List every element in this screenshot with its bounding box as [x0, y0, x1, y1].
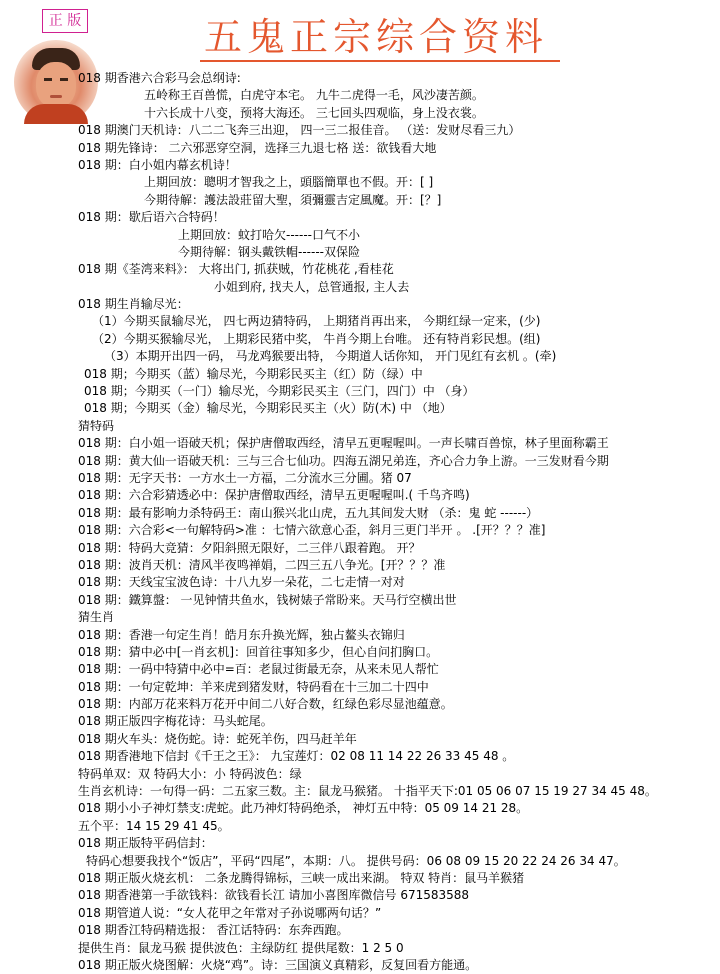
text-line: 上期回放：聰明才智我之上，頭腦簡單也不假。开：[ ]	[144, 175, 434, 190]
text-line: 018 期：歇后语六合特码！	[78, 210, 225, 225]
text-line: 小姐到府, 找夫人，总管通报, 主人去	[214, 279, 410, 294]
text-line: 018 期正版特平码信封：	[78, 836, 213, 851]
text-line: 提供生肖：鼠龙马猴 提供波色：主绿防红 提供尾数：1 2 5 0	[78, 940, 404, 955]
text-line: 018 期正版四字梅花诗：马头蛇尾。	[78, 714, 273, 729]
document-body	[0, 70, 720, 974]
text-line: 018 期：黄大仙一语破天机：三与三合七仙功。四海五湖兄弟连，齐心合力争上游。一三发财看今期	[78, 453, 609, 468]
text-line: 生肖玄机诗：一句得一码：二五家三数。主：鼠龙马猴猪。 十指平天下:01 05 06 07 15 19 27 34 45 48。	[78, 784, 657, 799]
text-line: 018 期香港地下信封《千王之王》： 九宝莲灯：02 08 11 14 22 26 33 45 48 。	[78, 749, 515, 764]
text-line: 018 期：六合彩猜透必中：保护唐僧取西经，清早五更喔喔叫.( 千鸟齐鸣)	[78, 488, 470, 503]
text-line: 018 期正版火烧图解：火烧“鸡”。诗：三国演义真精彩，反复回看方能通。	[78, 957, 478, 972]
page-title: 五鬼正宗综合资料	[204, 15, 549, 59]
text-line: 018 期；今期买（一门）输尽光，今期彩民买主（三门，四门）中 （身）	[84, 384, 475, 399]
text-line: 特码心想要我找个“饭店”，平码“四尾”，本期：八。 提供号码：06 08 09 15 20 22 24 26 34 47。	[86, 853, 626, 868]
text-line: 018 期：香港一句定生肖！皓月东升换光辉，独占鳌头衣锦归	[78, 627, 405, 642]
text-line: 十六长成十八变，预将大海还。 三七回头四观临，身上没衣裳。	[144, 105, 484, 120]
text-line: （1）今期买鼠输尽光， 四七两边猜特码， 上期猪肖再出来， 今期红绿一定来，(少)	[92, 314, 541, 329]
text-line: 018 期生肖输尽光：	[78, 297, 189, 312]
text-line: 猜生肖	[78, 610, 115, 625]
text-line: 018 期；今期买（金）输尽光，今期彩民买主（火）防(木) 中 （地）	[84, 401, 452, 416]
text-line: 五个平：14 15 29 41 45。	[78, 818, 230, 833]
text-line: 018 期香港六合彩马会总纲诗:	[78, 71, 241, 85]
text-line: 018 期：白小姐内幕玄机诗！	[78, 157, 237, 172]
text-line: 018 期：无字天书：一方水土一方福，二分流水三分圃。猪 07	[78, 470, 412, 485]
text-line: 018 期：一句定乾坤：羊来虎到猪发财，特码看在十三加二十四中	[78, 679, 429, 694]
text-line: 018 期澳门天机诗：八二二飞奔三出迎， 四一三二报佳音。 （送：发财尽看三九）	[78, 123, 521, 138]
text-line: 今期待解：钢头戴铁帽------双保险	[178, 244, 360, 259]
text-line: 018 期：特码大竞猜：夕阳斜照无限好，二三伴八跟着跑。 开？	[78, 540, 421, 555]
text-line: 018 期：猜中必中[一肖玄机]：回首往事知多少，但心自问扪胸口。	[78, 644, 439, 659]
text-line: 上期回放：蚊打哈欠------口气不小	[178, 227, 360, 242]
title-underline	[200, 60, 560, 62]
text-line: 018 期：一码中特猜中必中=百：老鼠过街最无奈，从来未见人帮忙	[78, 662, 439, 677]
text-line: 018 期：白小姐一语破天机；保护唐僧取西经，清早五更喔喔叫。一声长啸百兽惊，林子里面称霸王	[78, 436, 609, 451]
text-line: 018 期小小子神灯禁支:虎蛇。此乃神灯特码绝杀， 神灯五中特：05 09 14 21 28。	[78, 801, 529, 816]
edition-badge: 正 版	[42, 9, 88, 33]
text-line: （3）本期开出四一码， 马龙鸡猴要出特， 今期道人话你知， 开门见红有玄机 。(牵)	[104, 349, 557, 364]
text-line: 018 期：天线宝宝波色诗：十八九岁一朵花，二七走情一对对	[78, 575, 405, 590]
text-line: 018 期先锋诗： 二六邪恶穿空洞，选择三九退七格 送：欲钱看大地	[78, 140, 437, 155]
text-line: （2）今期买猴输尽光， 上期彩民猪中奖， 牛肖今期上台唯。 还有特肖彩民想。(组)	[92, 331, 541, 346]
text-line: 018 期；今期买（蓝）输尽光，今期彩民买主（红）防（绿）中	[84, 366, 423, 381]
text-line: 018 期管道人说：“女人花甲之年常对子孙说哪两句话？”	[78, 905, 382, 920]
text-line: 018 期：最有影响力杀特码王：南山猴兴北山虎，五九其间发大财 （杀：鬼 蛇 ------）	[78, 505, 539, 520]
text-line: 018 期香港第一手欲钱料：欲钱看长江 请加小喜图库微信号 671583588	[78, 888, 470, 903]
text-line: 特码单双：双 特码大小：小 特码波色：绿	[78, 766, 302, 781]
text-line: 五岭称王百兽慌，白虎守本宅。 九牛二虎得一毛，风沙凄苦颜。	[144, 88, 484, 103]
text-line: 018 期正版火烧玄机： 二条龙腾得锦标，三峡一成出来湖。 特双 特肖：鼠马羊猴猪	[78, 870, 525, 885]
text-line: 018 期《荃湾来料》： 大将出门, 抓获贼，竹花桃花 ,看桂花	[78, 262, 394, 277]
text-line: 018 期：六合彩<一句解特码>准 ：七情六欲意心歪，斜月三更门半开 。 .[开？？？准]	[78, 523, 546, 538]
text-line: 018 期：波肖天机：清风半夜鸣禅娟，二四三五八争光。[开？？？准	[78, 557, 446, 572]
text-line: 018 期火车头：烧伤蛇。诗：蛇死羊伤，四马赶羊年	[78, 731, 357, 746]
text-line: 018 期：鐵算盤： 一见钟情共鱼水，钱树婊子常盼来。天马行空横出世	[78, 592, 457, 607]
text-line: 018 期：内部万花来料万花开中间二八好合数，红绿色彩尽显池蕴意。	[78, 697, 453, 712]
text-line: 018 期香江特码精选报： 香江话特码：东奔西跑。	[78, 923, 349, 938]
text-line: 今期待解：護法設莊留大聖，須彌靈吉定風魔。开：[？]	[144, 192, 442, 207]
text-line: 猜特码	[78, 418, 115, 433]
